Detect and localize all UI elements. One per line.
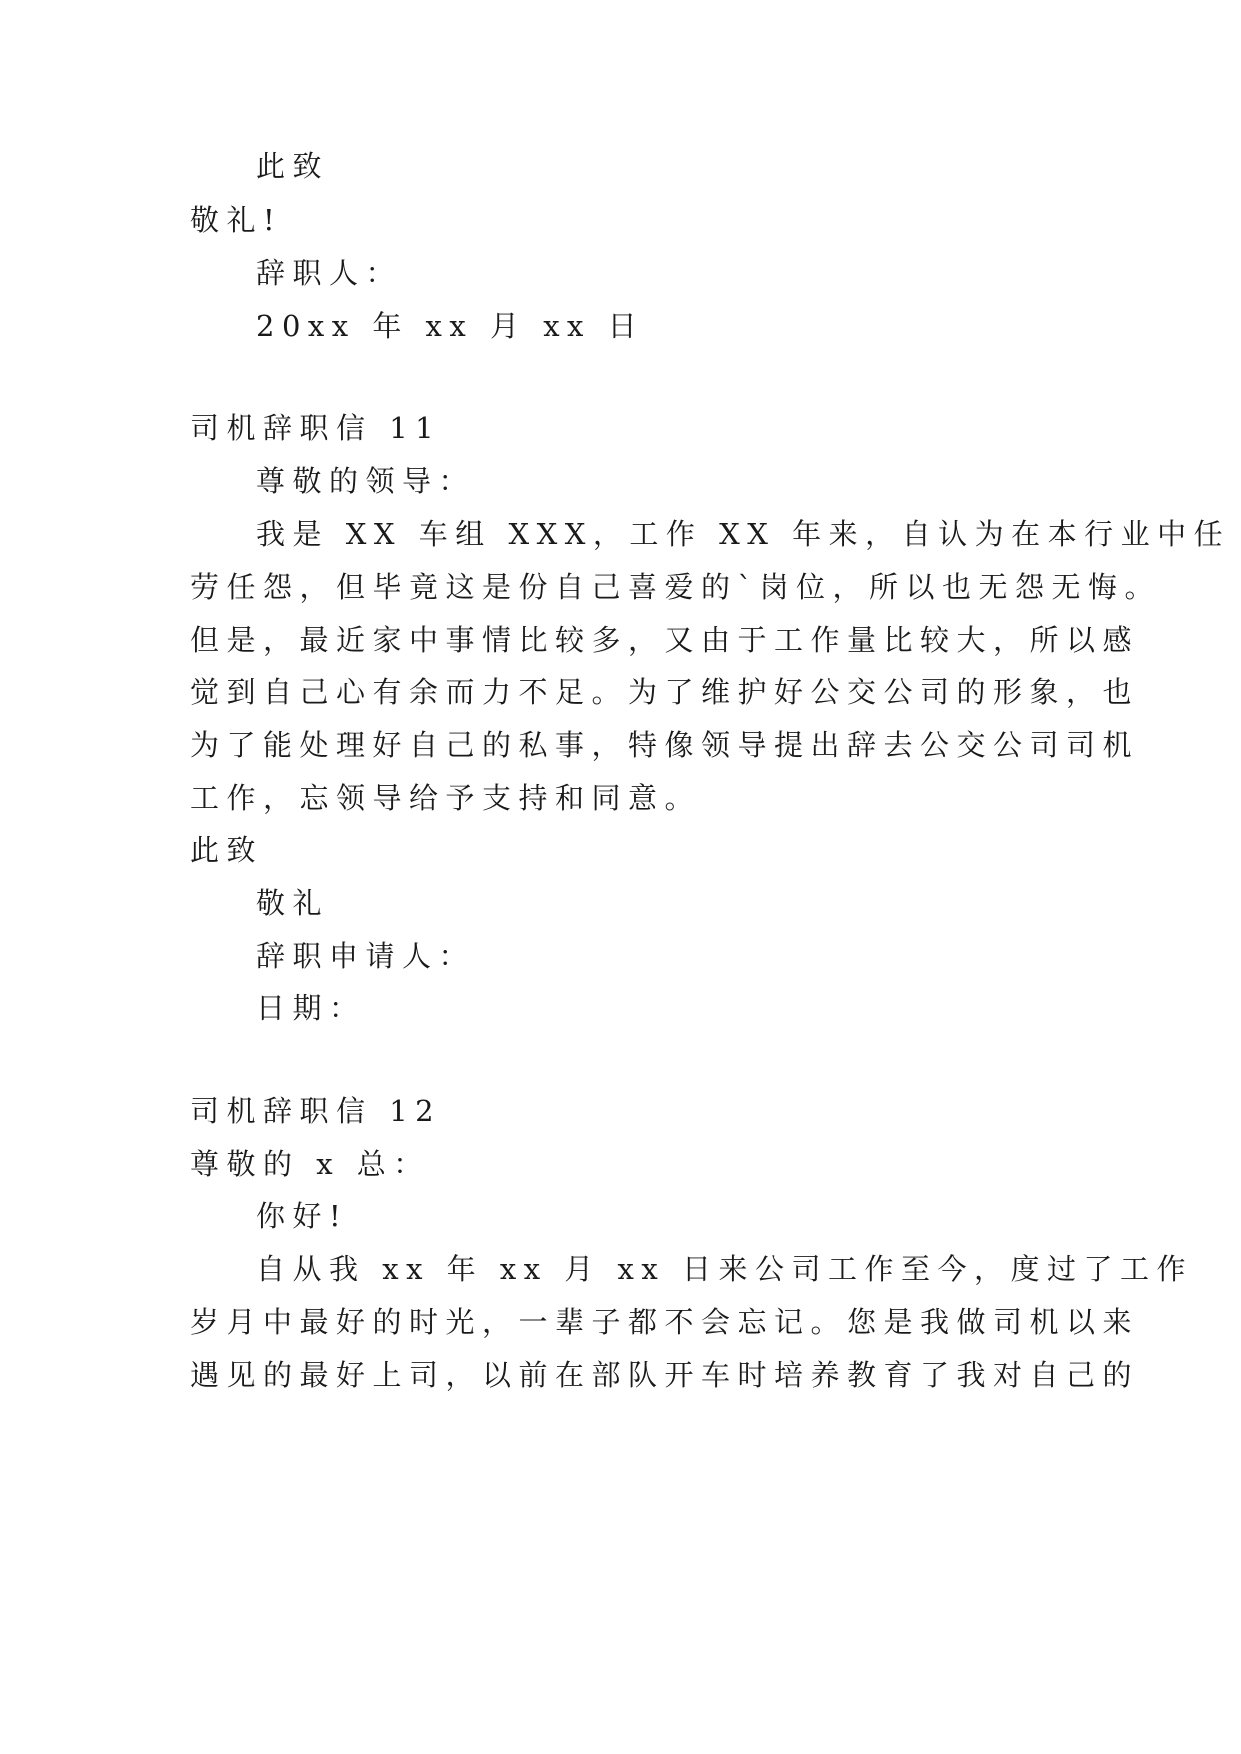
closing-text: 此致: [190, 833, 264, 867]
signature-date: 20xx 年 xx 月 xx 日: [256, 309, 645, 343]
salute-text: 敬礼!: [190, 203, 283, 237]
body-line: 为了能处理好自己的私事，特像领导提出辞去公交公司司机: [190, 728, 1140, 762]
body-line: 觉到自己心有余而力不足。为了维护好公交公司的形象，也: [190, 675, 1140, 709]
salute-text: 敬礼: [256, 886, 330, 920]
body-line: 遇见的最好上司，以前在部队开车时培养教育了我对自己的: [190, 1358, 1140, 1392]
letter-title: 司机辞职信 12: [190, 1094, 442, 1128]
body-line: 自从我 xx 年 xx 月 xx 日来公司工作至今，度过了工作: [256, 1252, 1193, 1286]
body-line: 工作，忘领导给予支持和同意。: [190, 781, 702, 815]
letter-greeting: 尊敬的 x 总：: [190, 1147, 430, 1181]
applicant-label: 辞职申请人：: [256, 939, 476, 973]
body-line: 但是，最近家中事情比较多，又由于工作量比较大，所以感: [190, 623, 1140, 657]
letter-greeting: 尊敬的领导：: [256, 464, 476, 498]
letter-title: 司机辞职信 11: [190, 411, 442, 445]
body-line: 我是 XX 车组 XXX，工作 XX 年来，自认为在本行业中任: [256, 517, 1231, 551]
body-line: 劳任怨，但毕竟这是份自己喜爱的`岗位，所以也无怨无悔。: [190, 570, 1162, 604]
signer-label: 辞职人：: [256, 256, 403, 290]
date-label: 日期：: [256, 991, 366, 1025]
body-line: 岁月中最好的时光，一辈子都不会忘记。您是我做司机以来: [190, 1305, 1140, 1339]
closing-text: 此致: [256, 149, 330, 183]
hello-text: 你好!: [256, 1199, 349, 1233]
